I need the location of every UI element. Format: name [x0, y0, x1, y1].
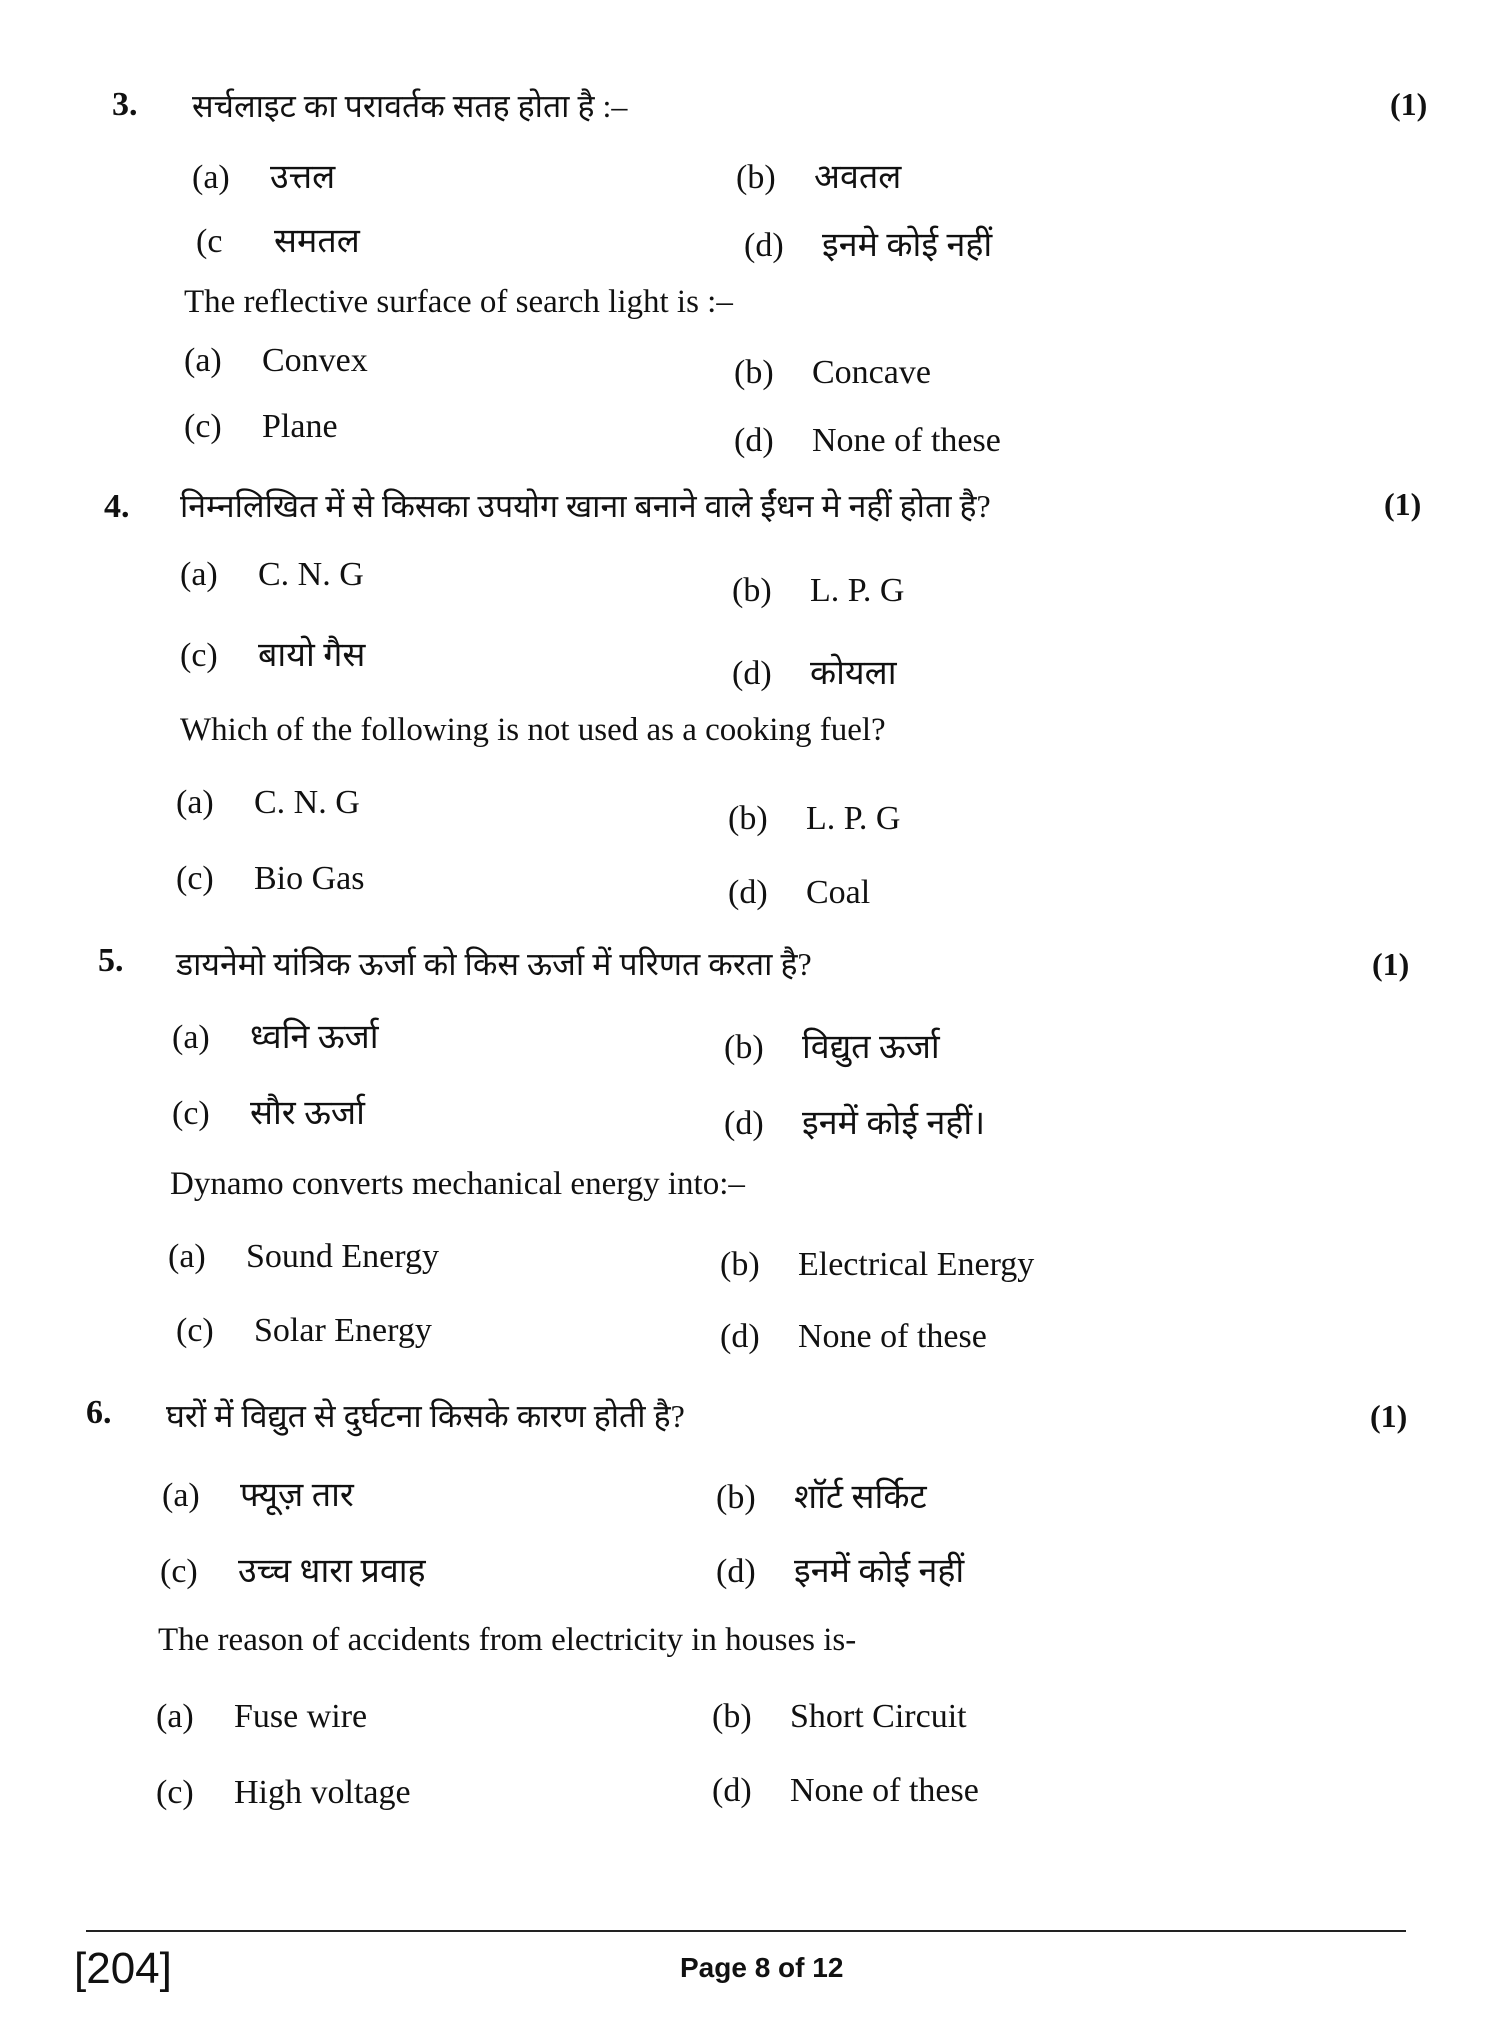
option-a-hindi [162, 1470, 354, 1516]
option-text: Bio Gas [254, 860, 365, 897]
option-text: None of these [790, 1772, 979, 1809]
option-a-hindi [172, 1012, 379, 1058]
option-c-english [184, 408, 338, 446]
question-text-english: The reflective surface of search light is :– [184, 284, 733, 320]
option-label: (a) [184, 342, 222, 379]
option-text: कोयला [810, 655, 897, 692]
option-c-hindi [160, 1546, 426, 1592]
option-c-hindi [196, 216, 360, 262]
question-number: 6. [86, 1394, 112, 1431]
marks: (1) [1372, 946, 1410, 982]
option-text: इनमे कोई नहीं [822, 227, 993, 264]
option-label: (c) [176, 860, 214, 897]
option-text: ध्वनि ऊर्जा [250, 1019, 379, 1056]
option-d-english [728, 874, 870, 912]
option-b-hindi [732, 572, 904, 610]
option-text: C. N. G [258, 556, 364, 593]
option-label: (b) [716, 1479, 756, 1516]
paper-code: [204] [74, 1944, 172, 1993]
option-text: L. P. G [806, 800, 901, 837]
marks: (1) [1384, 486, 1422, 522]
option-d-english [712, 1772, 979, 1810]
option-b-hindi [736, 152, 901, 198]
option-label: (a) [176, 784, 214, 821]
option-text: None of these [798, 1318, 987, 1355]
option-d-hindi [744, 220, 992, 266]
option-text: फ्यूज़ तार [240, 1477, 354, 1514]
option-b-english [734, 354, 931, 392]
option-c-hindi [180, 630, 365, 676]
option-label: (b) [734, 354, 774, 391]
option-text: L. P. G [810, 572, 905, 609]
option-label: (b) [732, 572, 772, 609]
option-text: शॉर्ट सर्किट [794, 1479, 927, 1516]
option-a-hindi [192, 152, 335, 198]
option-text: Coal [806, 874, 871, 911]
option-a-hindi [180, 556, 364, 594]
option-label: (d) [744, 227, 784, 264]
option-text: अवतल [814, 159, 902, 196]
option-text: बायो गैस [258, 637, 366, 674]
option-label: (c) [160, 1553, 198, 1590]
marks: (1) [1370, 1398, 1408, 1434]
option-d-english [720, 1318, 987, 1356]
option-label: (b) [720, 1246, 760, 1283]
question-text-hindi: घरों में विद्युत से दुर्घटना किसके कारण होती है? [166, 1398, 685, 1434]
option-label: (c) [156, 1774, 194, 1811]
option-c-hindi [172, 1088, 365, 1134]
option-label: (c) [184, 408, 222, 445]
option-label: (c) [176, 1312, 214, 1349]
question-text-english: Dynamo converts mechanical energy into:– [170, 1166, 745, 1202]
option-d-hindi [732, 648, 897, 694]
option-text: इनमें कोई नहीं। [802, 1105, 986, 1142]
question-text-hindi: निम्नलिखित में से किसका उपयोग खाना बनाने वाले ईंधन मे नहीं होता है? [180, 488, 991, 524]
option-text: Solar Energy [254, 1312, 432, 1349]
question-number: 4. [104, 488, 130, 525]
option-label: (c) [172, 1095, 210, 1132]
option-d-english [734, 422, 1001, 460]
option-label: (a) [168, 1238, 206, 1275]
option-b-english [712, 1698, 967, 1736]
option-b-english [720, 1246, 1034, 1284]
option-label: (d) [724, 1105, 764, 1142]
option-text: Plane [262, 408, 338, 445]
option-label: (b) [736, 159, 776, 196]
option-text: उत्तल [270, 159, 336, 196]
option-text: Concave [812, 354, 931, 391]
option-text: उच्च धारा प्रवाह [238, 1553, 426, 1590]
question-number: 3. [112, 86, 138, 123]
option-c-english [176, 860, 365, 898]
page-number: Page 8 of 12 [680, 1952, 844, 1983]
option-d-hindi [716, 1546, 964, 1592]
question-number: 5. [98, 942, 124, 979]
option-label: (a) [180, 556, 218, 593]
option-label: (d) [732, 655, 772, 692]
question-text-english: The reason of accidents from electricity in houses is- [158, 1622, 857, 1658]
option-text: Short Circuit [790, 1698, 967, 1735]
option-label: (d) [712, 1772, 752, 1809]
option-label: (c [196, 223, 223, 260]
option-label: (d) [716, 1553, 756, 1590]
question-text-hindi: डायनेमो यांत्रिक ऊर्जा को किस ऊर्जा में परिणत करता है? [176, 946, 812, 982]
option-label: (d) [734, 422, 774, 459]
option-text: सौर ऊर्जा [250, 1095, 365, 1132]
option-a-english [184, 342, 368, 380]
option-c-english [176, 1312, 432, 1350]
option-label: (a) [172, 1019, 210, 1056]
marks: (1) [1390, 86, 1428, 122]
option-text: None of these [812, 422, 1001, 459]
option-d-hindi [724, 1098, 985, 1144]
option-a-english [176, 784, 360, 822]
option-text: विद्युत ऊर्जा [802, 1029, 940, 1066]
option-a-english [168, 1238, 439, 1276]
option-text: Convex [262, 342, 368, 379]
option-text: C. N. G [254, 784, 360, 821]
option-text: Sound Energy [246, 1238, 439, 1275]
option-label: (c) [180, 637, 218, 674]
option-text: Electrical Energy [798, 1246, 1035, 1283]
option-text: समतल [274, 223, 360, 260]
option-text: High voltage [234, 1774, 411, 1811]
question-text-english: Which of the following is not used as a cooking fuel? [180, 712, 886, 748]
option-label: (d) [720, 1318, 760, 1355]
option-b-hindi [724, 1022, 940, 1068]
option-text: Fuse wire [234, 1698, 368, 1735]
option-a-english [156, 1698, 367, 1736]
option-text: इनमें कोई नहीं [794, 1553, 965, 1590]
option-label: (a) [156, 1698, 194, 1735]
option-label: (d) [728, 874, 768, 911]
option-c-english [156, 1774, 411, 1812]
question-text-hindi: सर्चलाइट का परावर्तक सतह होता है :– [192, 88, 628, 124]
option-label: (b) [724, 1029, 764, 1066]
option-label: (a) [162, 1477, 200, 1514]
option-label: (a) [192, 159, 230, 196]
option-label: (b) [712, 1698, 752, 1735]
footer-divider [86, 1930, 1406, 1932]
option-b-hindi [716, 1472, 927, 1518]
option-b-english [728, 800, 900, 838]
option-label: (b) [728, 800, 768, 837]
